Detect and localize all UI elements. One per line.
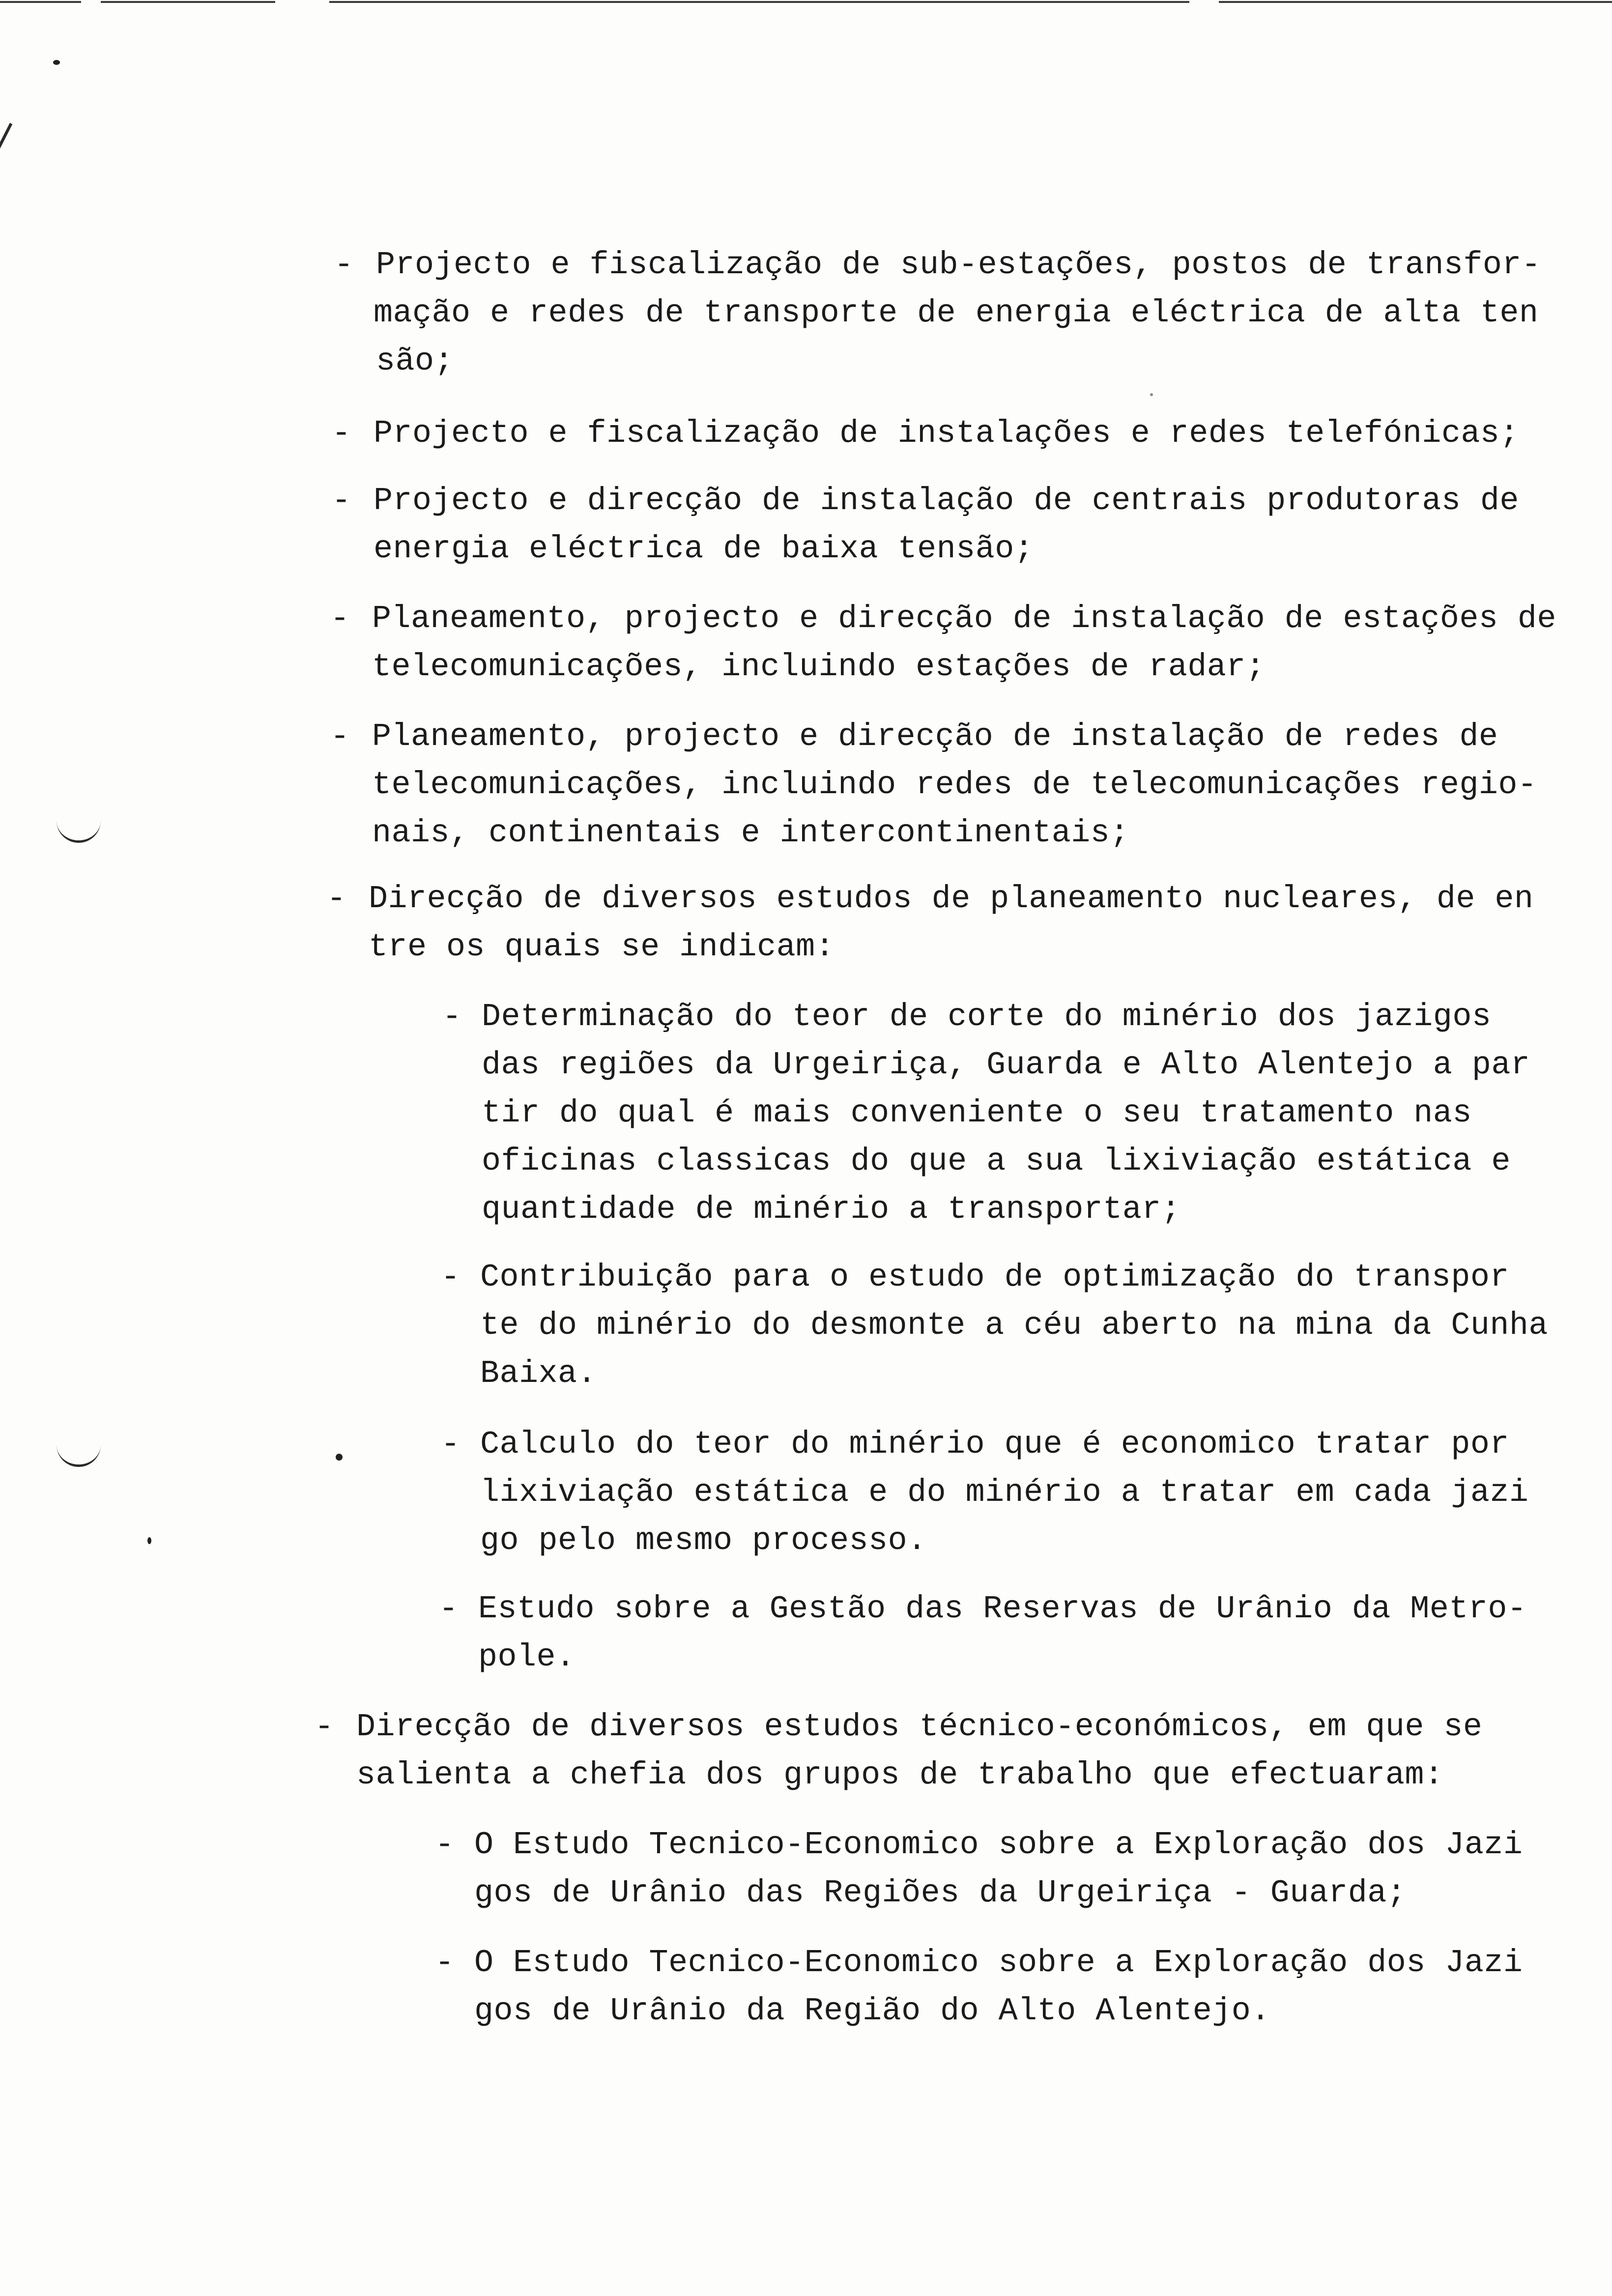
list-item	[330, 595, 1556, 691]
punch-hole-shadow	[57, 821, 101, 843]
text-line: Planeamento, projecto e direcção de instalação de redes de	[372, 718, 1498, 755]
scan-speck	[53, 60, 60, 65]
text-line: das regiões da Urgeiriça, Guarda e Alto Alentejo a par	[482, 1047, 1530, 1083]
text-line: O Estudo Tecnico-Economico sobre a Exploração dos Jazi	[474, 1827, 1523, 1863]
text-line: te do minério do desmonte a céu aberto na mina da Cunha	[480, 1307, 1548, 1344]
bullet-dash: -	[332, 483, 351, 519]
list-item	[315, 1703, 1482, 1799]
text-line: gos de Urânio das Regiões da Urgeiriça - Guarda;	[474, 1875, 1407, 1911]
bullet-dash: -	[435, 1827, 455, 1863]
text-line: energia eléctrica de baixa tensão;	[374, 531, 1034, 567]
scan-speck	[147, 1537, 151, 1544]
text-line: nais, continentais e intercontinentais;	[372, 815, 1129, 851]
text-line: tir do qual é mais conveniente o seu tratamento nas	[482, 1095, 1472, 1131]
bullet-dash: -	[441, 1259, 461, 1295]
sub-list-item	[439, 1585, 1526, 1681]
text-line: Estudo sobre a Gestão das Reservas de Urânio da Metro-	[478, 1591, 1527, 1627]
list-item	[332, 409, 1519, 458]
top-edge-gap	[81, 0, 101, 4]
text-line: pole.	[478, 1639, 576, 1675]
scan-speck	[1150, 393, 1153, 396]
bullet-dash: -	[332, 415, 351, 452]
top-edge-line	[0, 1, 1612, 3]
text-line: go pelo mesmo processo.	[480, 1522, 927, 1559]
punch-hole-shadow	[57, 1445, 101, 1467]
text-line: gos de Urânio da Região do Alto Alentejo.	[474, 1993, 1270, 2029]
scan-speck	[336, 1454, 343, 1461]
text-line: quantidade de minério a transportar;	[482, 1191, 1181, 1228]
text-line: são;	[376, 343, 454, 379]
bullet-dash: -	[439, 1591, 459, 1627]
text-line: Calculo do teor do minério que é economico tratar por	[480, 1426, 1509, 1463]
list-item	[327, 875, 1533, 971]
text-line: Planeamento, projecto e direcção de instalação de estações de	[372, 601, 1556, 637]
list-item	[330, 713, 1537, 857]
text-line: Projecto e direcção de instalação de centrais produtoras de	[374, 483, 1519, 519]
top-edge-gap	[275, 0, 329, 4]
text-line: telecomunicações, incluindo estações de radar;	[372, 649, 1266, 685]
text-line: salienta a chefia dos grupos de trabalho que efectuaram:	[356, 1757, 1444, 1793]
text-line: Direcção de diversos estudos de planeamento nucleares, de en	[369, 881, 1534, 917]
text-line: mação e redes de transporte de energia eléctrica de alta ten	[374, 295, 1539, 331]
sub-list-item	[435, 1939, 1523, 2035]
list-item	[332, 477, 1519, 573]
text-line: lixiviação estática e do minério a tratar em cada jazi	[480, 1474, 1529, 1511]
bullet-dash: -	[327, 881, 346, 917]
top-edge-gap	[1189, 0, 1219, 4]
text-line: Projecto e fiscalização de instalações e redes telefónicas;	[374, 415, 1519, 452]
bullet-dash: -	[442, 999, 462, 1035]
text-line: Baixa.	[480, 1355, 597, 1392]
sub-list-item	[435, 1821, 1523, 1917]
sub-list-item	[441, 1253, 1548, 1398]
text-line: Projecto e fiscalização de sub-estações, postos de transfor-	[376, 247, 1541, 283]
bullet-dash: -	[315, 1709, 334, 1745]
bullet-dash: -	[330, 718, 350, 755]
text-line: Contribuição para o estudo de optimização do transpor	[480, 1259, 1509, 1295]
text-line: tre os quais se indicam:	[369, 929, 835, 965]
bullet-dash: -	[435, 1945, 455, 1981]
bullet-dash: -	[334, 247, 354, 283]
pen-stroke-mark	[0, 123, 12, 264]
bullet-dash: -	[330, 601, 350, 637]
text-line: oficinas classicas do que a sua lixiviação estática e	[482, 1143, 1511, 1179]
text-line: O Estudo Tecnico-Economico sobre a Exploração dos Jazi	[474, 1945, 1523, 1981]
text-line: telecomunicações, incluindo redes de telecomunicações regio-	[372, 767, 1537, 803]
text-line: Direcção de diversos estudos técnico-económicos, em que se	[356, 1709, 1483, 1745]
bullet-dash: -	[441, 1426, 461, 1463]
sub-list-item	[442, 993, 1530, 1234]
text-line: Determinação do teor de corte do minério dos jazigos	[482, 999, 1492, 1035]
list-item	[334, 241, 1541, 385]
sub-list-item	[441, 1420, 1528, 1565]
